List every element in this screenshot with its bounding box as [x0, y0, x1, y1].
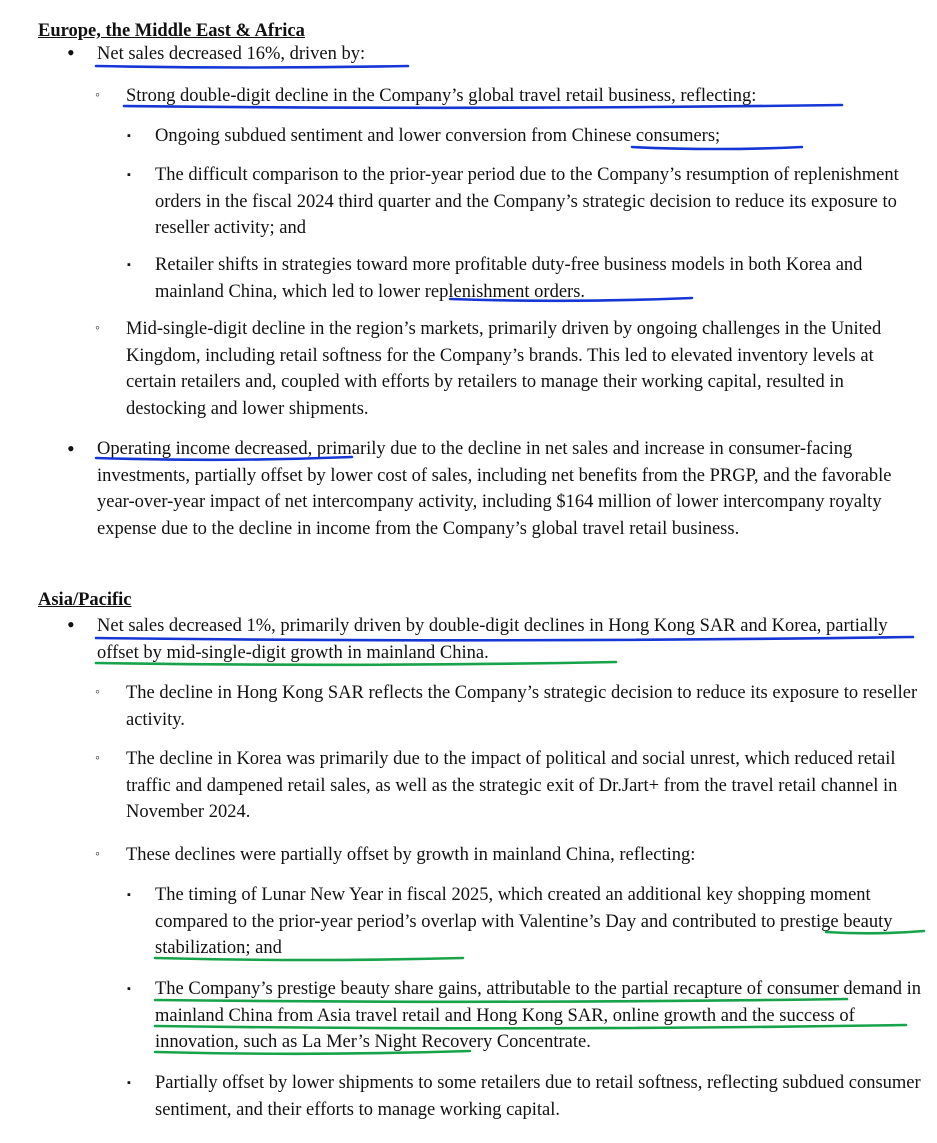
bullet-marker: • — [67, 436, 75, 461]
bullet-marker: ◦ — [95, 88, 100, 103]
bullet-marker: ▪ — [127, 169, 131, 181]
apac-offset: These declines were partially offset by growth in mainland China, reflecting: — [126, 845, 696, 865]
emea-operating-income: Operating income decreased, primarily due to the decline in net sales and increase in consumer-facing investments, partially offset by lower cost of sales, including net benefits from the PRGP, and the favorable year-over-year impact of net intercompany activity, including $164 million of lower intercompany royalty expense due to the decline in income from the Company’s global travel retail business. — [97, 439, 892, 539]
bullet-marker: ◦ — [95, 751, 100, 766]
apac-korea: The decline in Korea was primarily due to the impact of political and social unrest, which reduced retail traffic and dampened retail sales, as well as the strategic exit of Dr.Jart+ from the travel retail channel in November 2024. — [126, 749, 898, 822]
bullet-marker: ▪ — [127, 259, 131, 271]
bullet-marker: ▪ — [127, 1077, 131, 1089]
bullet-marker: ▪ — [127, 889, 131, 901]
bullet-marker: • — [67, 612, 75, 637]
apac-china-point-1: The timing of Lunar New Year in fiscal 2025, which created an additional key shopping moment compared to the prior-year period’s overlap with Valentine’s Day and contributed to prestige beauty stabilization; and — [155, 885, 893, 958]
bullet-marker: ◦ — [95, 847, 100, 862]
apac-hk: The decline in Hong Kong SAR reflects the Company’s strategic decision to reduce its exposure to reseller activity. — [126, 683, 918, 730]
bullet-marker: ▪ — [127, 983, 131, 995]
section-heading-apac: Asia/Pacific — [38, 590, 132, 610]
section-heading-emea: Europe, the Middle East & Africa — [38, 21, 305, 41]
emea-travel-retail: Strong double-digit decline in the Company’s global travel retail business, reflecting: — [126, 86, 757, 106]
apac-net-sales: Net sales decreased 1%, primarily driven by double-digit declines in Hong Kong SAR and Korea, partially offset by mid-single-digit growth in mainland China. — [97, 616, 888, 663]
emea-tr-point-1: Ongoing subdued sentiment and lower conversion from Chinese consumers; — [155, 126, 721, 146]
bullet-marker: ◦ — [95, 685, 100, 700]
emea-net-sales: Net sales decreased 16%, driven by: — [97, 44, 366, 64]
bullet-marker: ▪ — [127, 130, 131, 142]
apac-china-point-3: Partially offset by lower shipments to some retailers due to retail softness, reflecting subdued consumer sentiment, and their efforts to manage working capital. — [155, 1073, 921, 1120]
bullet-marker: ◦ — [95, 321, 100, 336]
emea-tr-point-2: The difficult comparison to the prior-year period due to the Company’s resumption of replenishment orders in the fiscal 2024 third quarter and the Company’s strategic decision to reduce its exposure to reseller activity; and — [155, 165, 899, 238]
emea-tr-point-3: Retailer shifts in strategies toward more profitable duty-free business models in both Korea and mainland China, which led to lower replenishment orders. — [155, 255, 863, 302]
bullet-marker: • — [67, 40, 75, 65]
emea-markets: Mid-single-digit decline in the region’s markets, primarily driven by ongoing challenges in the United Kingdom, including retail softness for the Company’s brands. This led to elevated inventory levels at certain retailers and, coupled with efforts by retailers to manage their working capital, resulted in destocking and lower shipments. — [126, 319, 882, 419]
apac-china-point-2: The Company’s prestige beauty share gains, attributable to the partial recapture of consumer demand in mainland China from Asia travel retail and Hong Kong SAR, online growth and the success of innovation, such as La Mer’s Night Recovery Concentrate. — [155, 979, 921, 1052]
